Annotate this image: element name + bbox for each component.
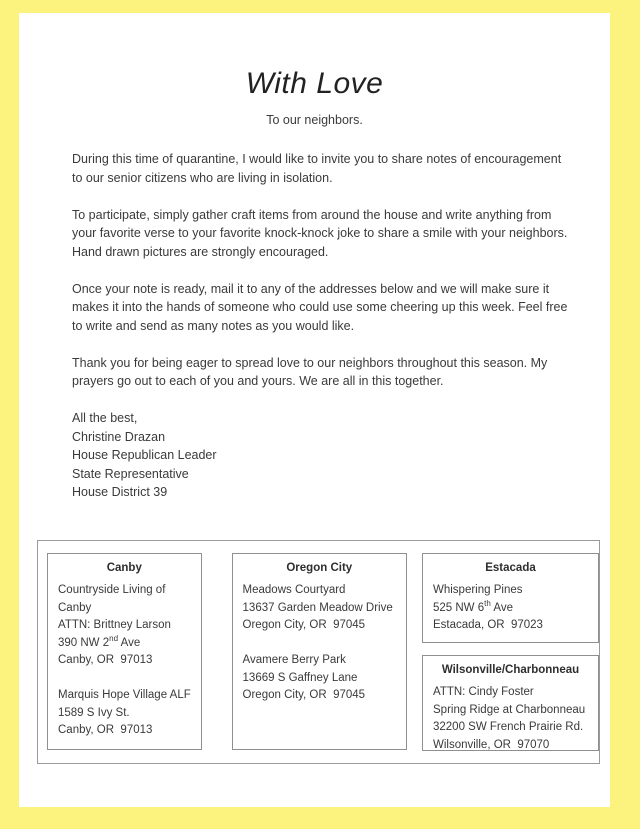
address-line: ATTN: Cindy Foster (433, 686, 534, 698)
address-box-title-estacada: Estacada (485, 562, 536, 574)
address-line: Marquis Hope Village ALF (58, 689, 191, 701)
address-line (243, 635, 400, 653)
address-line: 13637 Garden Meadow Drive (242, 601, 393, 614)
address-box-canby (47, 553, 202, 750)
address-line: ATTN: Brittney Larson (58, 619, 171, 631)
address-line: 1589 S Ivy St. (58, 706, 130, 719)
address-line: Countryside Living of Canby (58, 584, 169, 614)
letter-paragraph: Once your note is ready, mail it to any of the addresses below and we will make sure it makes it into the hands of someone who could use some cheering up this week. Feel free to write and send as many notes as you would like. (72, 281, 568, 333)
signature-line: All the best, (72, 411, 138, 425)
address-line: Avamere Berry Park (242, 654, 346, 666)
address-box-title-wilsonville: Wilsonville/Charbonneau (441, 664, 580, 676)
signature-line: House Republican Leader (72, 448, 217, 462)
signature-block (72, 409, 568, 502)
address-box-oregon-city (232, 553, 407, 750)
letter-paragraph: To participate, simply gather craft items from around the house and write anything from your favorite verse to your favorite knock-knock joke to share a smile with your neighbors. Hand drawn pictures are strongly encouraged. (72, 207, 568, 259)
letter-paragraph: Thank you for being eager to spread love to our neighbors throughout this season. My prayers go out to each of you and yours. We are all in this together. (72, 355, 548, 388)
address-lines-estacada (423, 582, 598, 635)
address-line: Canby, OR 97013 (58, 654, 153, 666)
address-line: 525 NW 6th Ave (433, 598, 513, 614)
address-line: Canby, OR 97013 (58, 724, 153, 736)
addresses-right-column (422, 553, 599, 763)
letter-page (19, 13, 610, 807)
address-line (58, 670, 195, 688)
address-lines-wilsonville (423, 684, 598, 754)
letter-body (19, 150, 610, 502)
signature-line: State Representative (72, 466, 189, 481)
letter-paragraph: During this time of quarantine, I would like to invite you to share notes of encouragement to our senior citizens who are living in isolation. (72, 152, 562, 185)
address-line: Whispering Pines (433, 584, 523, 596)
address-line: Spring Ridge at Charbonneau (433, 703, 586, 716)
address-lines-oregon-city (233, 582, 406, 705)
addresses-section (37, 540, 600, 764)
address-line: Wilsonville, OR 97070 (433, 738, 550, 751)
address-box-wilsonville (422, 655, 599, 751)
address-line: 390 NW 2nd Ave (58, 633, 141, 649)
address-line: Meadows Courtyard (242, 584, 346, 596)
letter-paragraphs (72, 150, 568, 391)
page-title: With Love (245, 67, 384, 100)
address-lines-canby (48, 582, 201, 740)
signature-line: Christine Drazan (72, 429, 166, 444)
address-box-estacada (422, 553, 599, 643)
address-line: Oregon City, OR 97045 (242, 619, 366, 631)
address-line: Estacada, OR 97023 (433, 619, 543, 631)
letter-subtitle: To our neighbors. (266, 113, 363, 127)
address-box-title-canby: Canby (106, 562, 142, 574)
address-box-title-oregon-city: Oregon City (286, 562, 353, 574)
signature-line: House District 39 (72, 485, 168, 499)
address-line: 13669 S Gaffney Lane (242, 671, 358, 684)
address-line: Oregon City, OR 97045 (242, 689, 366, 701)
address-line: 32200 SW French Prairie Rd. (433, 721, 584, 733)
